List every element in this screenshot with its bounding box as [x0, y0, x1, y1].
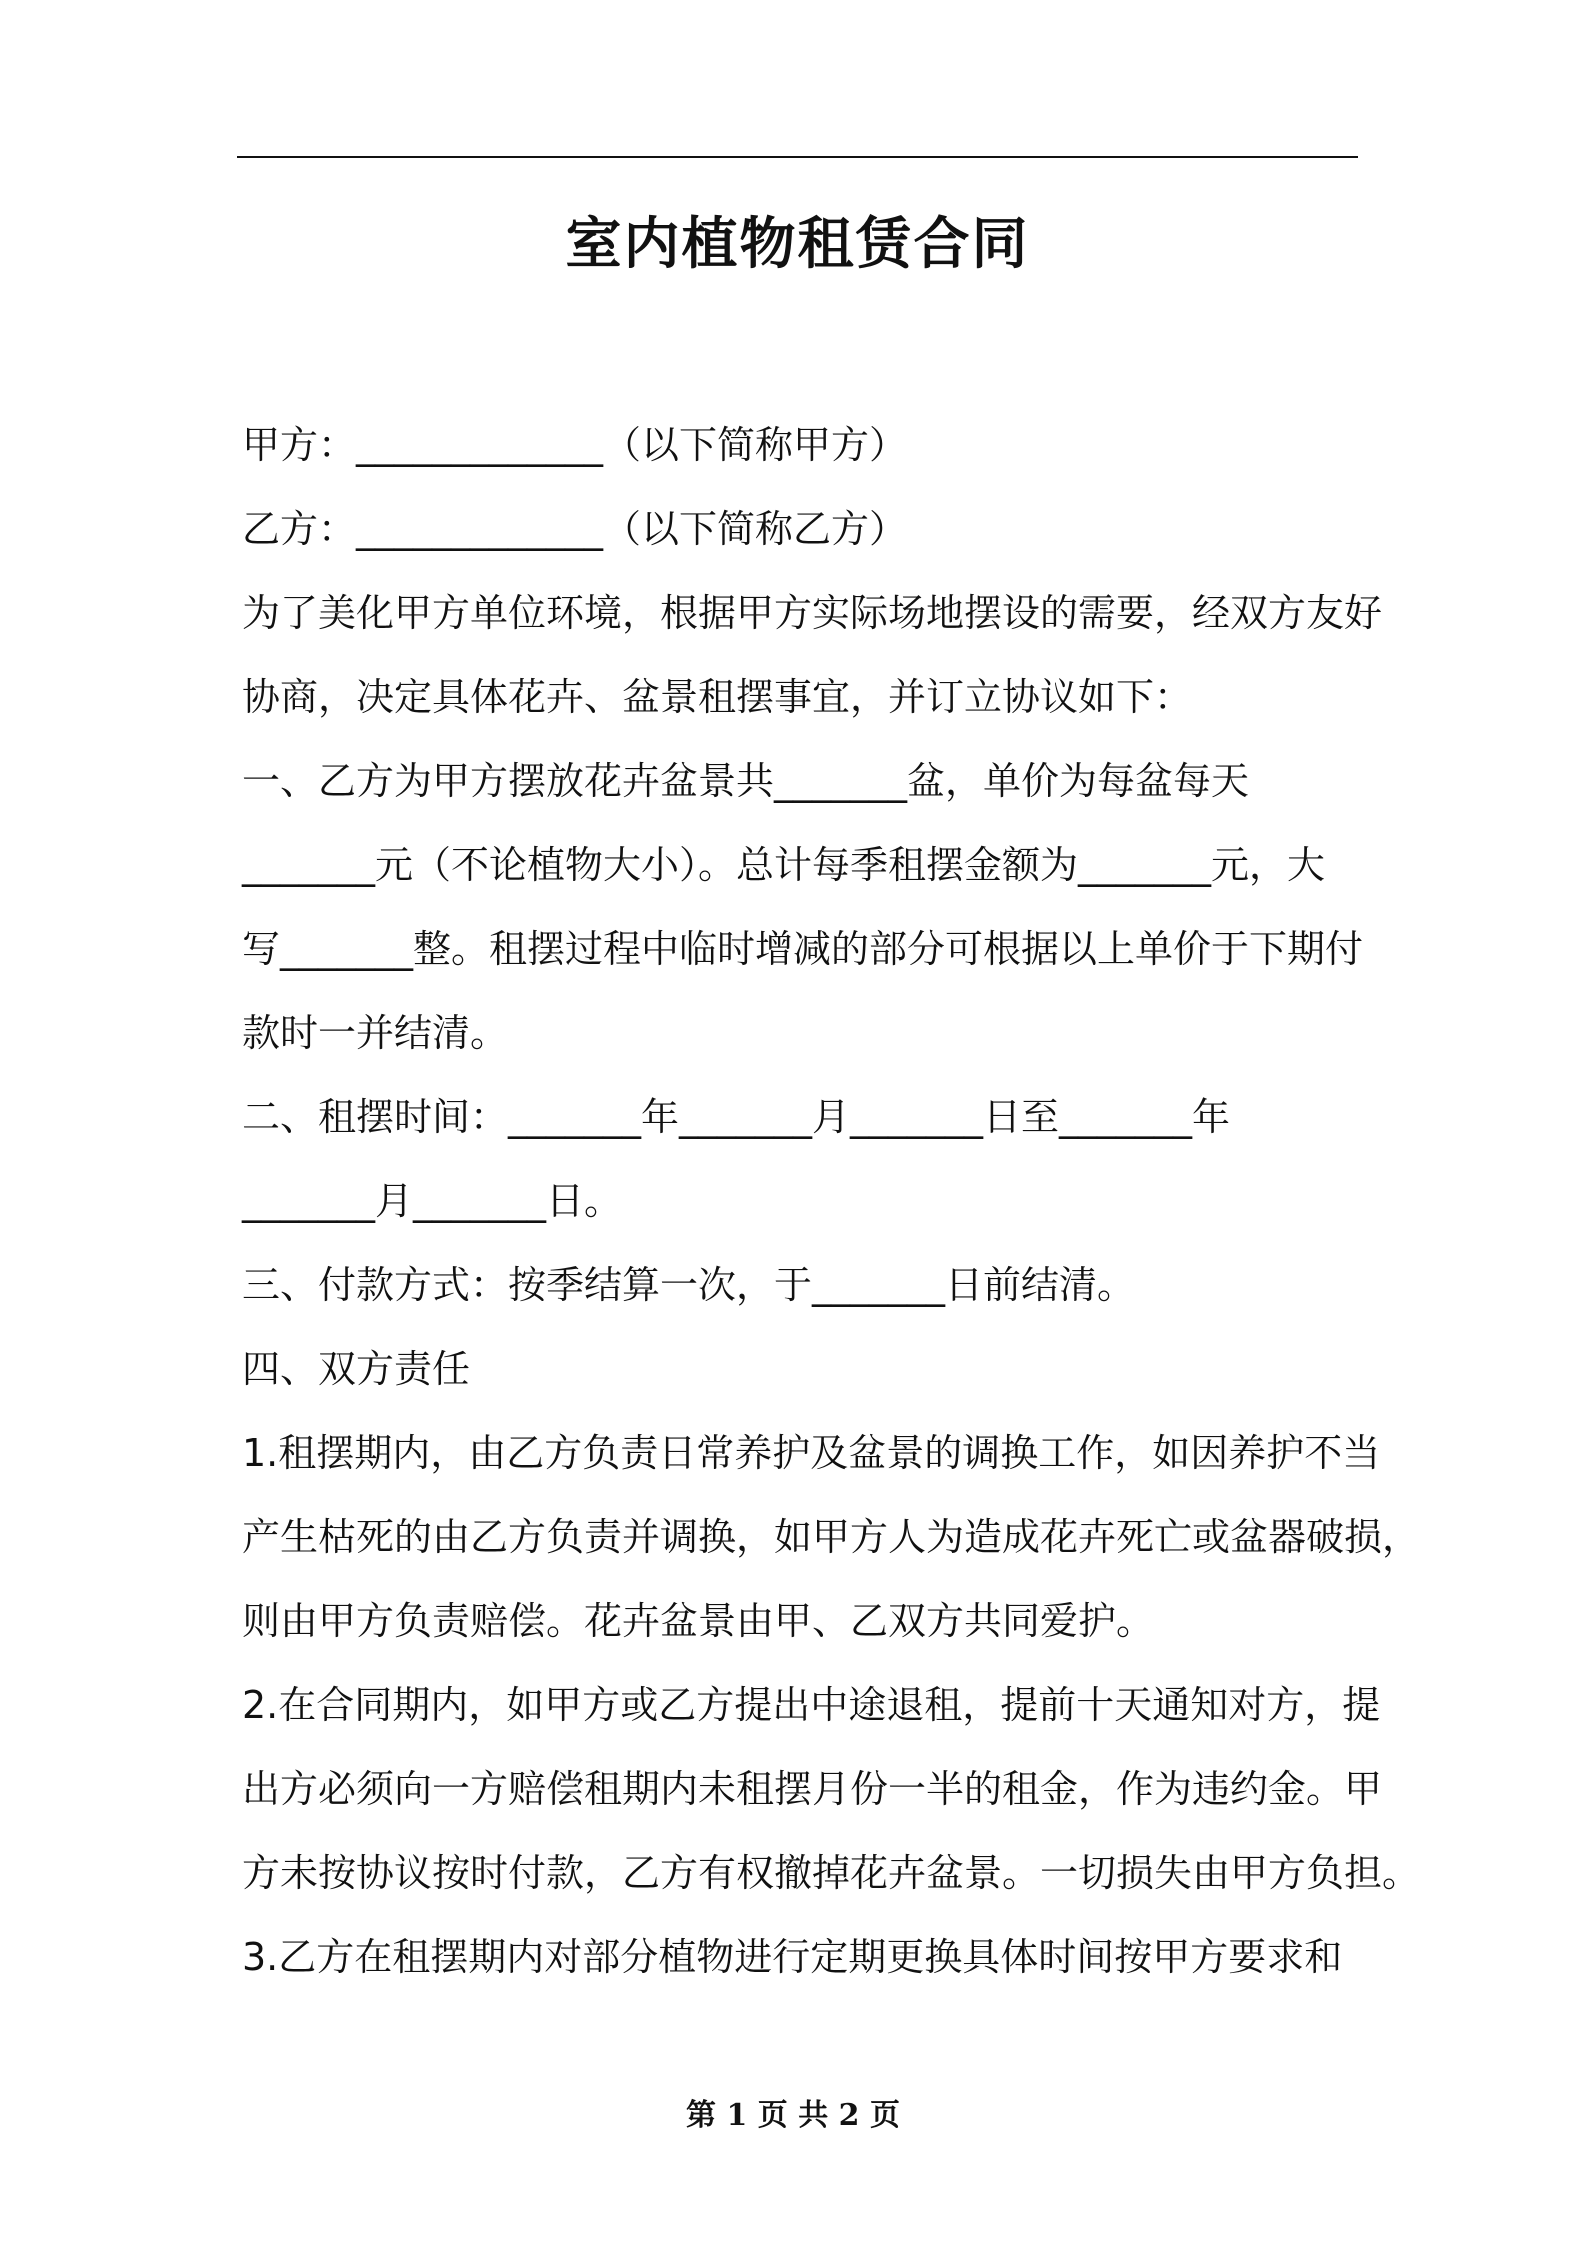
preamble-line-2: 协商，决定具体花卉、盆景租摆事宜，并订立协议如下：: [242, 675, 1193, 719]
clause-2-line-1: 二、租摆时间：_______年_______月_______日至_______年: [242, 1095, 1231, 1139]
party-a-line: 甲方：_____________（以下简称甲方）: [242, 423, 908, 467]
item-2-line-2: 出方必须向一方赔偿租期内未租摆月份一半的租金，作为违约金。甲: [242, 1767, 1383, 1811]
clause-1-line-4: 款时一并结清。: [242, 1011, 509, 1055]
item-3-line-1: 3.乙方在租摆期内对部分植物进行定期更换具体时间按甲方要求和: [242, 1935, 1343, 1979]
clause-1-line-3: 写_______整。租摆过程中临时增减的部分可根据以上单价于下期付: [242, 927, 1364, 971]
item-1-line-2: 产生枯死的由乙方负责并调换，如甲方人为造成花卉死亡或盆器破损，: [242, 1515, 1421, 1559]
item-1-line-3: 则由甲方负责赔偿。花卉盆景由甲、乙双方共同爱护。: [242, 1599, 1155, 1643]
document-title: 室内植物租赁合同: [565, 212, 1030, 277]
page-number-footer: 第 1 页 共 2 页: [686, 2098, 900, 2133]
clause-1-line-2: _______元（不论植物大小）。总计每季租摆金额为_______元，大: [242, 843, 1326, 887]
contract-body: [242, 403, 1421, 1999]
header-rule: [237, 156, 1358, 158]
clause-2-line-2: _______月_______日。: [242, 1179, 623, 1223]
item-2-line-3: 方未按协议按时付款，乙方有权撤掉花卉盆景。一切损失由甲方负担。: [242, 1851, 1421, 1895]
item-2-line-1: 2.在合同期内，如甲方或乙方提出中途退租，提前十天通知对方，提: [242, 1683, 1381, 1727]
item-1-line-1: 1.租摆期内，由乙方负责日常养护及盆景的调换工作，如因养护不当: [242, 1431, 1381, 1475]
clause-4-heading: 四、双方责任: [242, 1347, 471, 1391]
preamble-line-1: 为了美化甲方单位环境，根据甲方实际场地摆设的需要，经双方友好: [242, 591, 1383, 635]
clause-3-line: 三、付款方式：按季结算一次，于_______日前结清。: [242, 1263, 1136, 1307]
clause-1-line-1: 一、乙方为甲方摆放花卉盆景共_______盆，单价为每盆每天: [242, 759, 1250, 803]
party-b-line: 乙方：_____________（以下简称乙方）: [242, 507, 908, 551]
